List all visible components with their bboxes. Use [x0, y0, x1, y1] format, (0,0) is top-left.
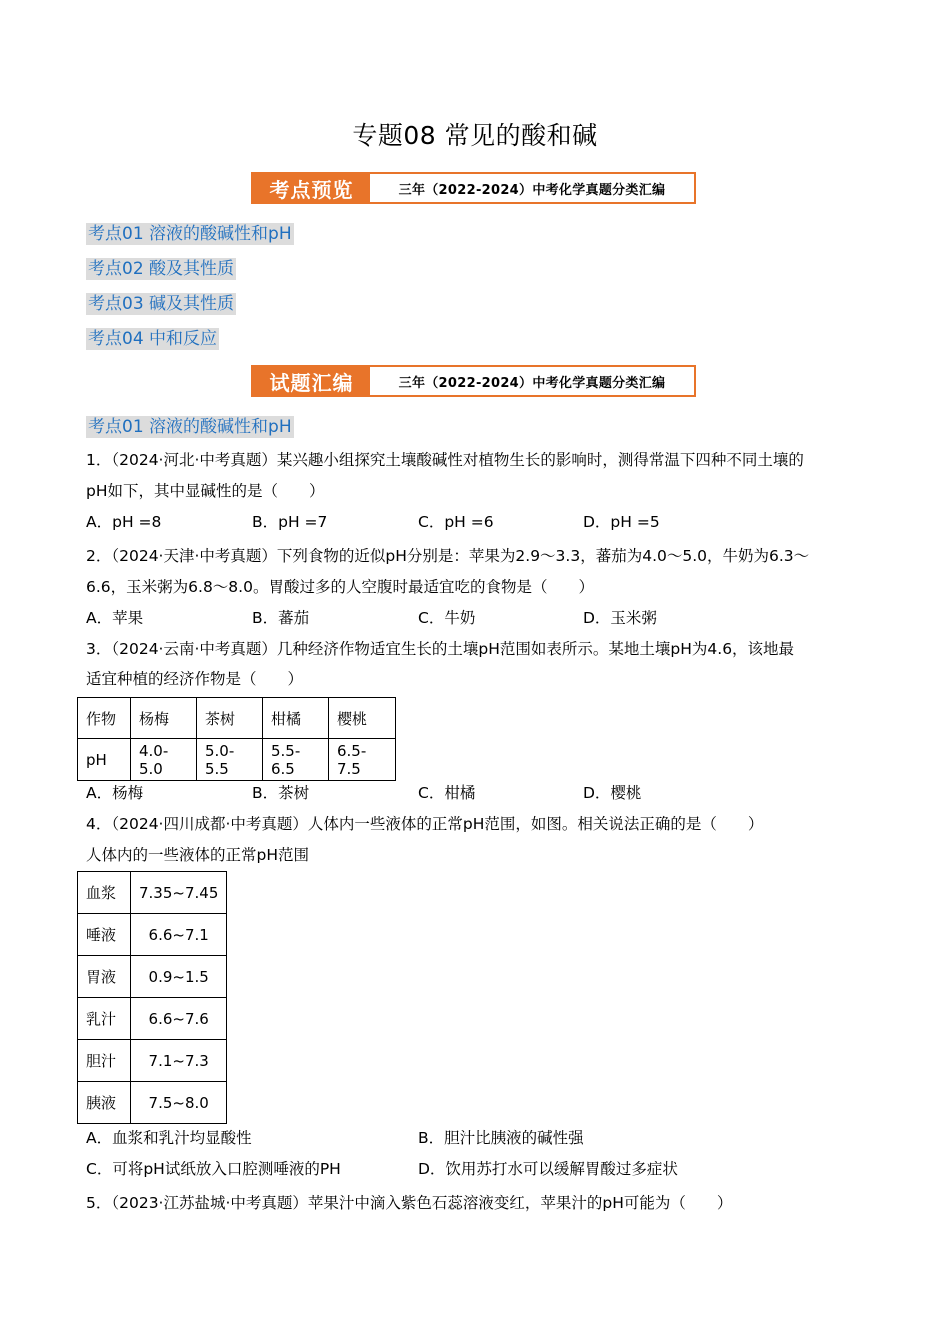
table-row	[78, 956, 227, 998]
banner-tag: 试题汇编	[253, 367, 370, 395]
table-row	[78, 698, 396, 739]
page-title: 专题08 常见的酸和碱	[352, 121, 598, 150]
table-cell: 樱桃	[329, 698, 396, 739]
questions-banner	[251, 365, 696, 397]
question-2-text: 2．（2024·天津·中考真题）下列食物的近似pH分别是：苹果为2.9～3.3，蕃茄为4.0～5.0，牛奶为6.3～	[86, 547, 810, 565]
table-cell: 5.5-6.5	[263, 739, 329, 781]
table-cell: 7.5~8.0	[131, 1082, 227, 1124]
table-cell: 7.1~7.3	[131, 1040, 227, 1082]
table-cell: 茶树	[197, 698, 263, 739]
table-cell: 唾液	[78, 914, 131, 956]
table-cell: 胆汁	[78, 1040, 131, 1082]
q4-option-a[interactable]: A．血浆和乳汁均显酸性	[86, 1129, 252, 1147]
table-row	[78, 998, 227, 1040]
body-fluid-ph-table	[77, 871, 227, 1124]
table-row	[78, 739, 396, 781]
table-cell: 6.6~7.6	[131, 998, 227, 1040]
q2-option-c[interactable]: C．牛奶	[418, 609, 476, 627]
q1-option-b[interactable]: B．pH =7	[252, 513, 328, 531]
table-row	[78, 1040, 227, 1082]
q2-option-d[interactable]: D．玉米粥	[583, 609, 657, 627]
section-heading: 考点01 溶液的酸碱性和pH	[88, 417, 292, 437]
table-cell: 乳汁	[78, 998, 131, 1040]
question-3-text: 3．（2024·云南·中考真题）几种经济作物适宜生长的土壤pH范围如表所示。某地土壤pH为4.6，该地最	[86, 640, 795, 658]
table-cell: 6.6~7.1	[131, 914, 227, 956]
q2-option-b[interactable]: B．蕃茄	[252, 609, 310, 627]
banner-subtitle: 三年（2022-2024）中考化学真题分类汇编	[398, 375, 666, 391]
question-5-text: 5．（2023·江苏盐城·中考真题）苹果汁中滴入紫色石蕊溶液变红，苹果汁的pH可能为（ ）	[86, 1194, 733, 1212]
question-4-text: 4．（2024·四川成都·中考真题）人体内一些液体的正常pH范围，如图。相关说法正确的是（ ）	[86, 815, 764, 833]
table-cell: 胰液	[78, 1082, 131, 1124]
q3-option-b[interactable]: B．茶树	[252, 784, 310, 802]
banner-tag: 考点预览	[253, 174, 370, 202]
table-cell: 作物	[78, 698, 131, 739]
preview-banner	[251, 172, 696, 204]
toc-item-2[interactable]: 考点02 酸及其性质	[88, 259, 235, 279]
q4-option-d[interactable]: D．饮用苏打水可以缓解胃酸过多症状	[418, 1160, 678, 1178]
toc-item-4[interactable]: 考点04 中和反应	[88, 329, 218, 349]
table-cell: 5.0-5.5	[197, 739, 263, 781]
table-cell: 6.5-7.5	[329, 739, 396, 781]
table-cell: pH	[78, 739, 131, 781]
table-row	[78, 872, 227, 914]
q1-option-a[interactable]: A．pH =8	[86, 513, 162, 531]
question-1-text: 1．（2024·河北·中考真题）某兴趣小组探究土壤酸碱性对植物生长的影响时，测得常温下四种不同土壤的	[86, 451, 804, 469]
table-cell: 血浆	[78, 872, 131, 914]
question-1-text-2: pH如下，其中显碱性的是（ ）	[86, 482, 325, 500]
crop-ph-table	[77, 697, 396, 781]
toc-item-1[interactable]: 考点01 溶液的酸碱性和pH	[88, 224, 292, 244]
question-2-text-2: 6.6，玉米粥为6.8～8.0。胃酸过多的人空腹时最适宜吃的食物是（ ）	[86, 578, 594, 596]
q1-option-c[interactable]: C．pH =6	[418, 513, 494, 531]
question-3-text-2: 适宜种植的经济作物是（ ）	[86, 670, 304, 688]
banner-subtitle: 三年（2022-2024）中考化学真题分类汇编	[398, 182, 666, 198]
table-cell: 杨梅	[131, 698, 197, 739]
q3-option-c[interactable]: C．柑橘	[418, 784, 476, 802]
table-row	[78, 1082, 227, 1124]
table-cell: 胃液	[78, 956, 131, 998]
q3-option-a[interactable]: A．杨梅	[86, 784, 144, 802]
table-caption: 人体内的一些液体的正常pH范围	[86, 846, 309, 864]
table-cell: 柑橘	[263, 698, 329, 739]
table-cell: 7.35~7.45	[131, 872, 227, 914]
q2-option-a[interactable]: A．苹果	[86, 609, 144, 627]
toc-item-3[interactable]: 考点03 碱及其性质	[88, 294, 235, 314]
q4-option-b[interactable]: B．胆汁比胰液的碱性强	[418, 1129, 584, 1147]
q1-option-d[interactable]: D．pH =5	[583, 513, 660, 531]
table-row	[78, 914, 227, 956]
q4-option-c[interactable]: C．可将pH试纸放入口腔测唾液的PH	[86, 1160, 341, 1178]
table-cell: 4.0-5.0	[131, 739, 197, 781]
q3-option-d[interactable]: D．樱桃	[583, 784, 642, 802]
table-cell: 0.9~1.5	[131, 956, 227, 998]
